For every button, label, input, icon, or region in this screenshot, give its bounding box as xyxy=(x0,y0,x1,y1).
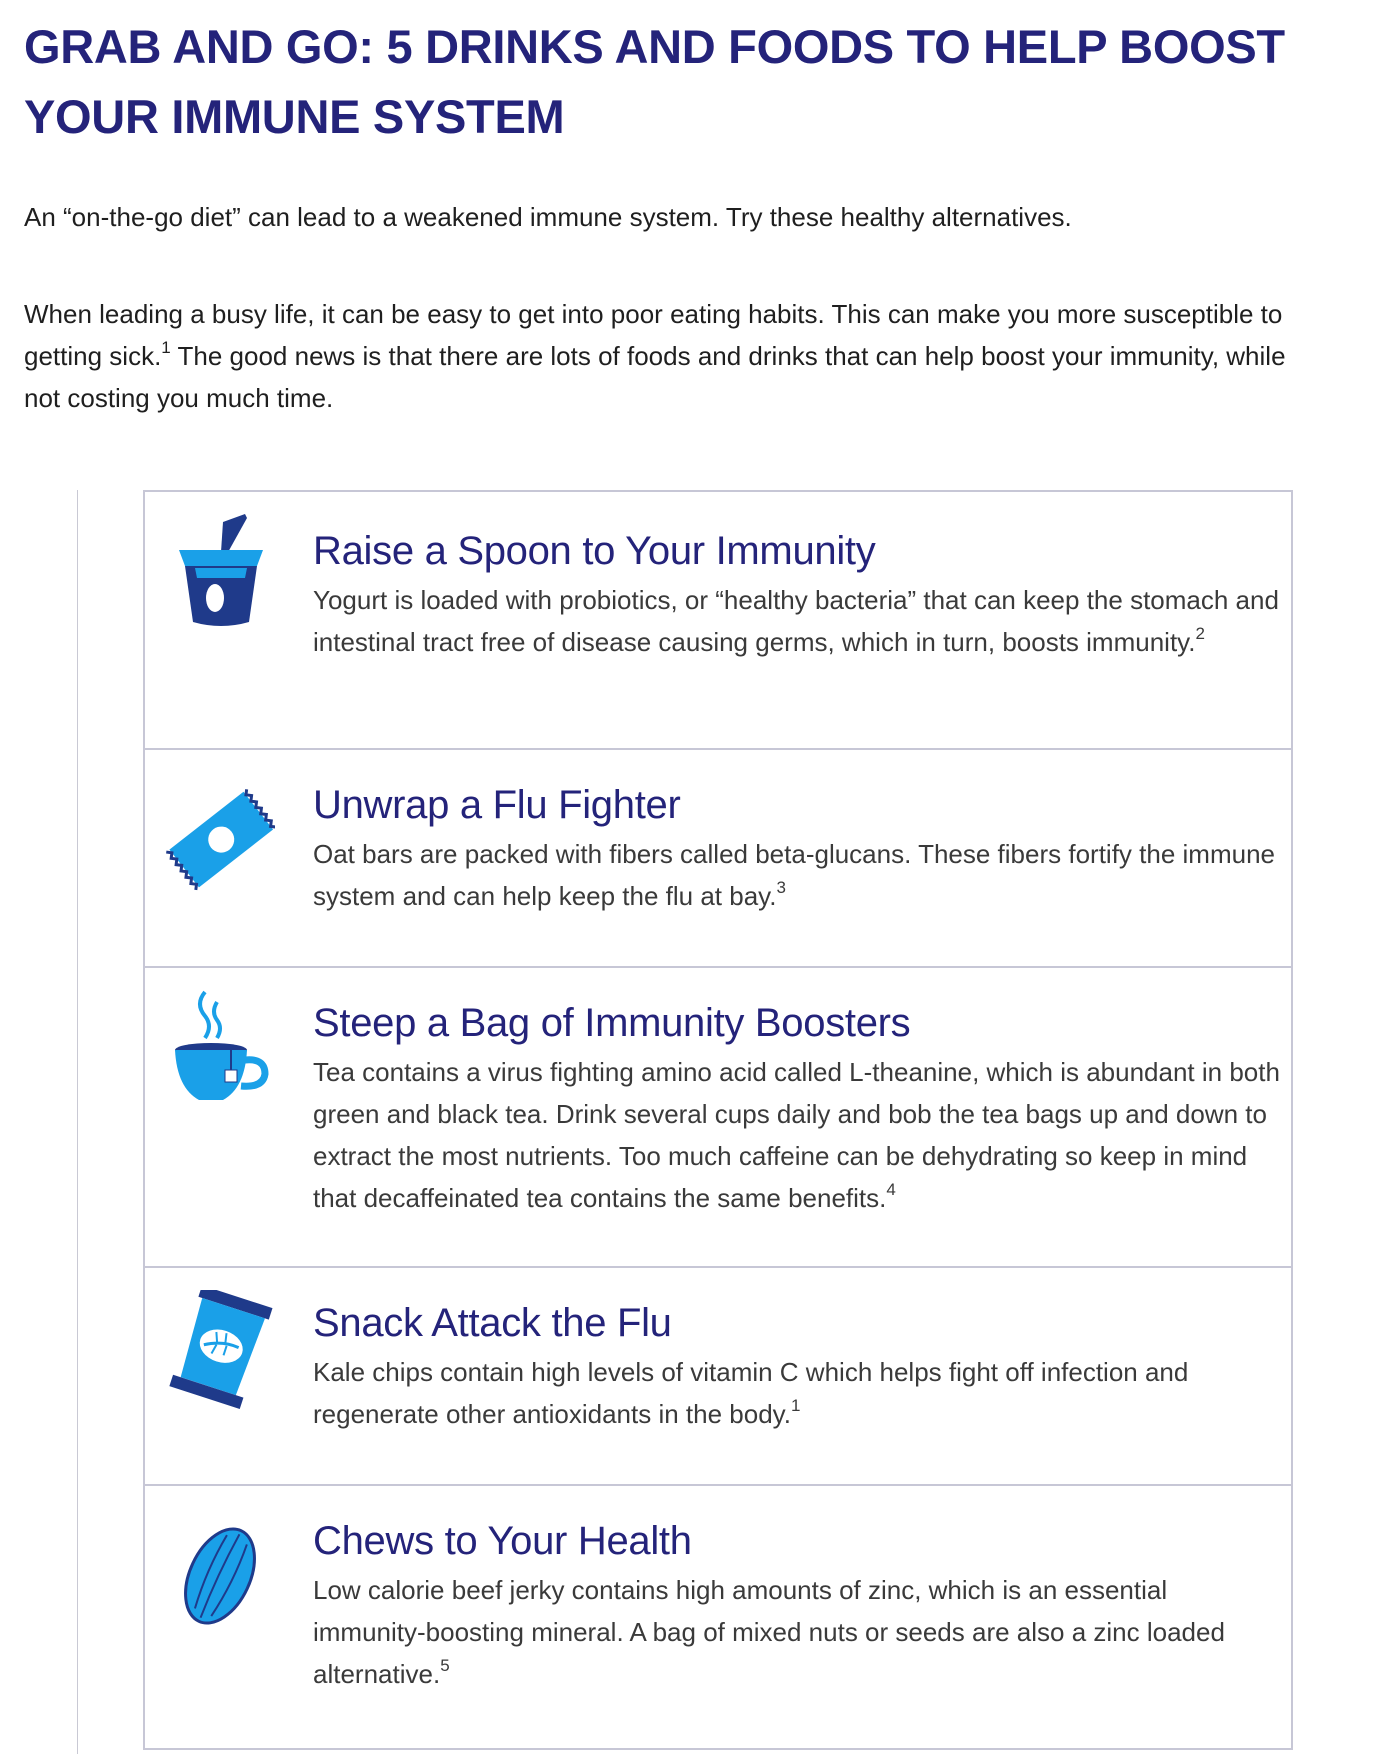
tip-heading: Steep a Bag of Immunity Boosters xyxy=(313,1001,911,1045)
footnote-ref: 1 xyxy=(161,338,171,358)
tip-heading: Unwrap a Flu Fighter xyxy=(313,783,681,827)
body-text-part2: The good news is that there are lots of foods and drinks that can help boost your immunity, while not costing you much time. xyxy=(24,341,1286,413)
tip-text: Yogurt is loaded with probiotics, or “healthy bacteria” that can keep the stomach and intestinal tract free of disease causing germs, which in turn, boosts immunity.$^2$ xyxy=(313,585,1279,657)
footnote-ref: 3 xyxy=(776,878,786,898)
tip-text: Oat bars are packed with fibers called beta-glucans. These fibers fortify the immune system and can help keep the flu at bay.$^3$ xyxy=(313,839,1275,911)
kale-chips-bag-icon xyxy=(165,1290,275,1410)
tip-text: Low calorie beef jerky contains high amounts of zinc, which is an essential immunity-boosting mineral. A bag of mixed nuts or seeds are also a zinc loaded alternative.$^5$ xyxy=(313,1575,1225,1689)
tip-text: Kale chips contain high levels of vitamin C which helps fight off infection and regenerate other antioxidants in the body.$^1$ xyxy=(313,1357,1189,1429)
tip-heading: Raise a Spoon to Your Immunity xyxy=(313,529,876,573)
almond-nut-icon xyxy=(165,1516,275,1636)
tip-item-yogurt xyxy=(145,492,1291,750)
footnote-ref: 2 xyxy=(1195,624,1205,644)
body-paragraph xyxy=(24,293,1324,419)
intro-paragraph: An “on-the-go diet” can lead to a weakened immune system. Try these healthy alternatives. xyxy=(24,202,1072,232)
left-divider xyxy=(77,490,78,1754)
body-text-part1: When leading a busy life, it can be easy to get into poor eating habits. This can make you more susceptible to getting sick. xyxy=(24,299,1283,371)
tip-item-tea xyxy=(145,968,1291,1268)
footnote-ref: 1 xyxy=(790,1396,801,1416)
yogurt-cup-icon xyxy=(165,514,275,634)
tea-cup-icon xyxy=(165,988,275,1108)
oat-bar-icon xyxy=(165,778,275,898)
tip-text: Tea contains a virus fighting amino acid called L-theanine, which is abundant in both green and black tea. Drink several cups daily and bob the tea bags up and down to extract the most nutrients. Too much caffeine can be dehydrating so keep in mind that decaffeinated tea contains the same benefits.$^4$ xyxy=(313,1057,1280,1213)
tip-item-oat-bar xyxy=(145,750,1291,968)
footnote-ref: 4 xyxy=(886,1180,896,1200)
tip-heading: Snack Attack the Flu xyxy=(313,1301,672,1345)
tip-heading: Chews to Your Health xyxy=(313,1519,692,1563)
tip-item-nuts xyxy=(145,1486,1291,1748)
tips-list xyxy=(143,490,1293,1750)
footnote-ref: 5 xyxy=(440,1656,450,1676)
tip-item-kale-chips xyxy=(145,1268,1291,1486)
page-title: GRAB AND GO: 5 DRINKS AND FOODS TO HELP BOOST YOUR IMMUNE SYSTEM xyxy=(24,20,1285,143)
